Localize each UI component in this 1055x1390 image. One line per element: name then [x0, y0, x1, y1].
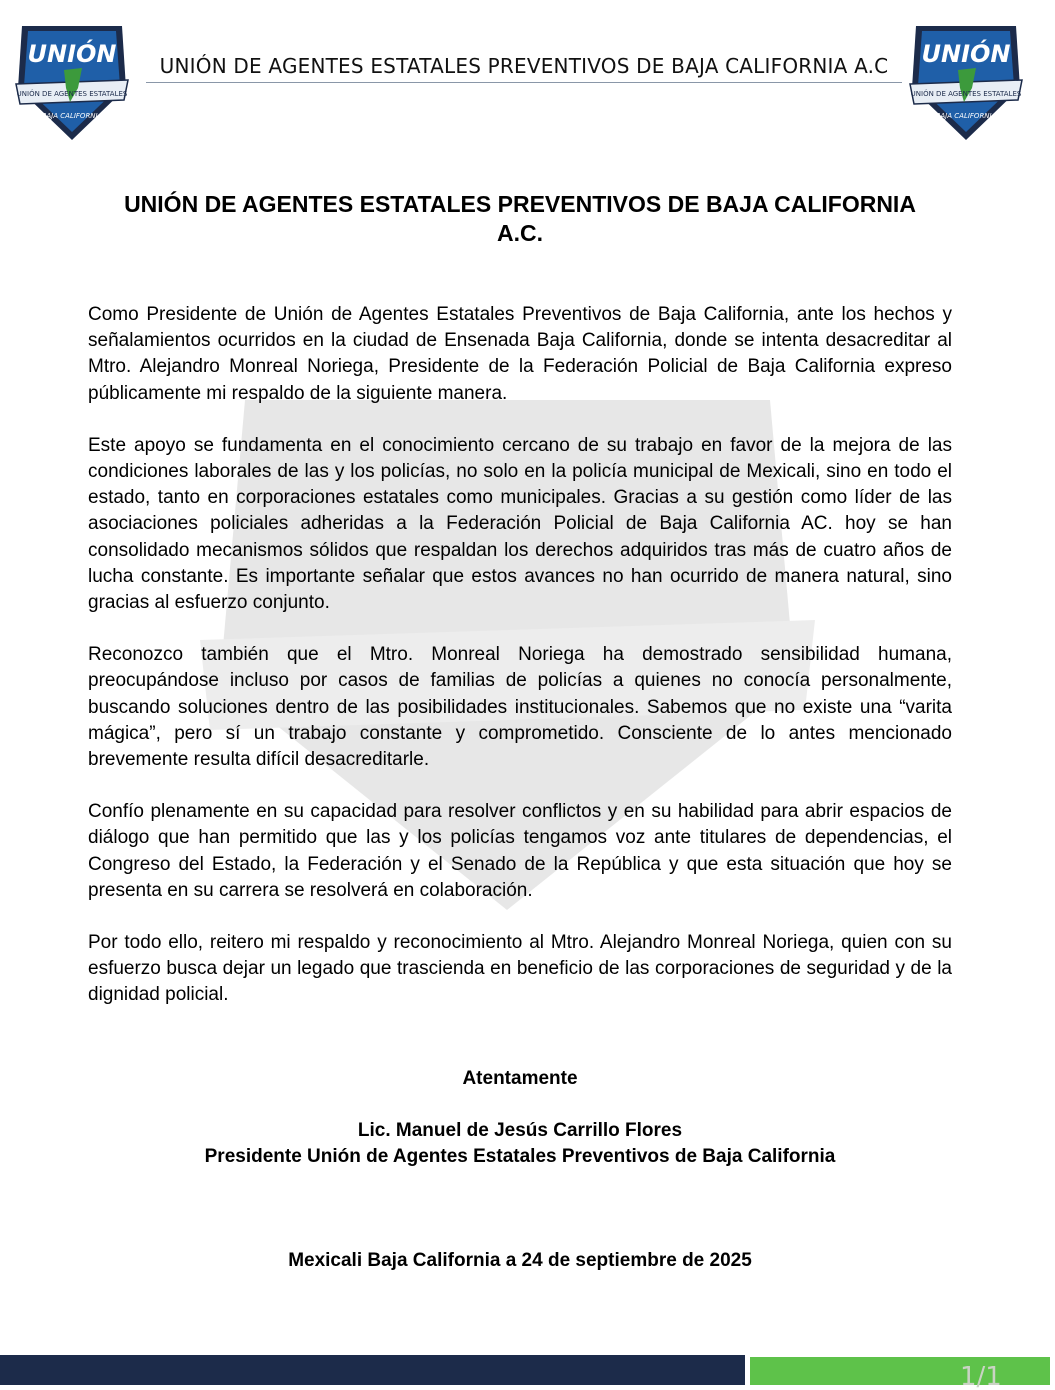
document-title	[88, 190, 952, 248]
signer-position: Presidente Unión de Agentes Estatales Preventivos de Baja California	[204, 1146, 836, 1167]
signer-name: Lic. Manuel de Jesús Carrillo Flores	[357, 1120, 683, 1141]
logo-ring-text: UNIÓN DE AGENTES ESTATALES	[910, 90, 1022, 98]
document-title-line-1: UNIÓN DE AGENTES ESTATALES PREVENTIVOS DE BAJA CALIFORNIA	[124, 191, 916, 217]
signature-block	[88, 1066, 952, 1170]
place-and-date: Mexicali Baja California a 24 de septiembre de 2025	[288, 1250, 752, 1271]
logo-wordmark: UNIÓN	[27, 40, 117, 68]
logo-wordmark: UNIÓN	[921, 40, 1011, 68]
logo-bottom-text: BAJA CALIFORNIA	[41, 112, 103, 120]
logo-bottom-text: BAJA CALIFORNIA	[935, 112, 997, 120]
closing-greeting: Atentamente	[462, 1068, 578, 1089]
header-title: UNIÓN DE AGENTES ESTATALES PREVENTIVOS DE BAJA CALIFORNIA A.C	[159, 54, 889, 78]
union-logo-right	[906, 18, 1026, 148]
letter-body	[88, 302, 952, 1035]
header-divider	[146, 82, 902, 83]
footer-bar-navy	[0, 1355, 745, 1385]
paragraph: Reconozco también que el Mtro. Monreal Noriega ha demostrado sensibilidad humana, preocupándose incluso por casos de familias de policías a quienes no conocía personalmente, buscando soluciones dentro de las posibilidades institucionales. Sabemos que no existe una “varita mágica”, pero sí un trabajo constante y comprometido. Consciente de lo antes mencionado brevemente resulta difícil desacreditarle.	[88, 644, 952, 771]
page-number: 1/1	[960, 1362, 1002, 1388]
paragraph: Este apoyo se fundamenta en el conocimiento cercano de su trabajo en favor de la mejora de las condiciones laborales de las y los policías, no solo en la policía municipal de Mexicali, sino en todo el estado, tanto en corporaciones estatales como municipales. Gracias a su gestión como líder de las asociaciones policiales adheridas a la Federación Policial de Baja California AC. hoy se han consolidado mecanismos sólidos que respaldan los derechos adquiridos tras más de cuatro años de lucha constante. Es importante señalar que estos avances no han ocurrido de manera natural, sino gracias al esfuerzo conjunto.	[88, 434, 952, 614]
paragraph: Por todo ello, reitero mi respaldo y reconocimiento al Mtro. Alejandro Monreal Noriega, quien con su esfuerzo busca dejar un legado que trascienda en beneficio de las corporaciones de seguridad y de la dignidad policial.	[88, 932, 952, 1006]
footer-bar-green	[750, 1357, 1050, 1385]
union-logo-left	[12, 18, 132, 148]
paragraph: Como Presidente de Unión de Agentes Estatales Preventivos de Baja California, ante los hechos y señalamientos ocurridos en la ciudad de Ensenada Baja California, donde se intenta desacreditar al Mtro. Alejandro Monreal Noriega, Presidente de la Federación Policial de Baja California expreso públicamente mi respaldo de la siguiente manera.	[88, 304, 952, 404]
logo-ring-text: UNIÓN DE AGENTES ESTATALES	[16, 90, 128, 98]
document-title-line-2: A.C.	[497, 220, 543, 246]
paragraph: Confío plenamente en su capacidad para resolver conflictos y en su habilidad para abrir espacios de diálogo que han permitido que las y los policías tengamos voz ante titulares de dependencias, el Congreso del Estado, la Federación y el Senado de la República y que esta situación que hoy se presenta en su carrera se resolverá en colaboración.	[88, 801, 952, 901]
